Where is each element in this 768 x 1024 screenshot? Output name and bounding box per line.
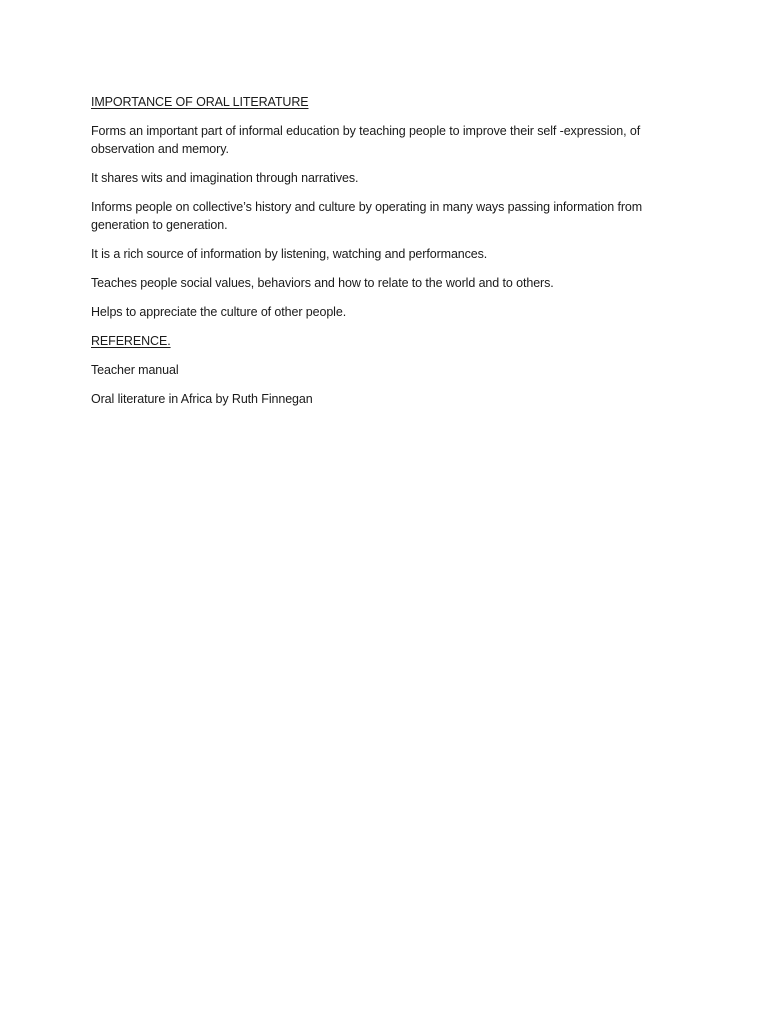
paragraph-wits-imagination: It shares wits and imagination through narratives. [91,171,359,185]
document-heading: IMPORTANCE OF ORAL LITERATURE [91,95,309,109]
document-page [91,93,691,419]
paragraph-source-of-information: It is a rich source of information by listening, watching and performances. [91,247,488,261]
paragraph-appreciate-culture: Helps to appreciate the culture of other people. [91,305,347,319]
paragraph-informal-education: Forms an important part of informal education by teaching people to improve their self -expression, of observation and memory. [91,124,641,156]
reference-item: Oral literature in Africa by Ruth Finnegan [91,392,313,406]
paragraph-social-values: Teaches people social values, behaviors and how to relate to the world and to others. [91,276,554,290]
reference-item: Teacher manual [91,363,179,377]
paragraph-history-culture: Informs people on collective’s history and culture by operating in many ways passing information from generation to generation. [91,200,643,232]
reference-heading: REFERENCE. [91,334,171,348]
